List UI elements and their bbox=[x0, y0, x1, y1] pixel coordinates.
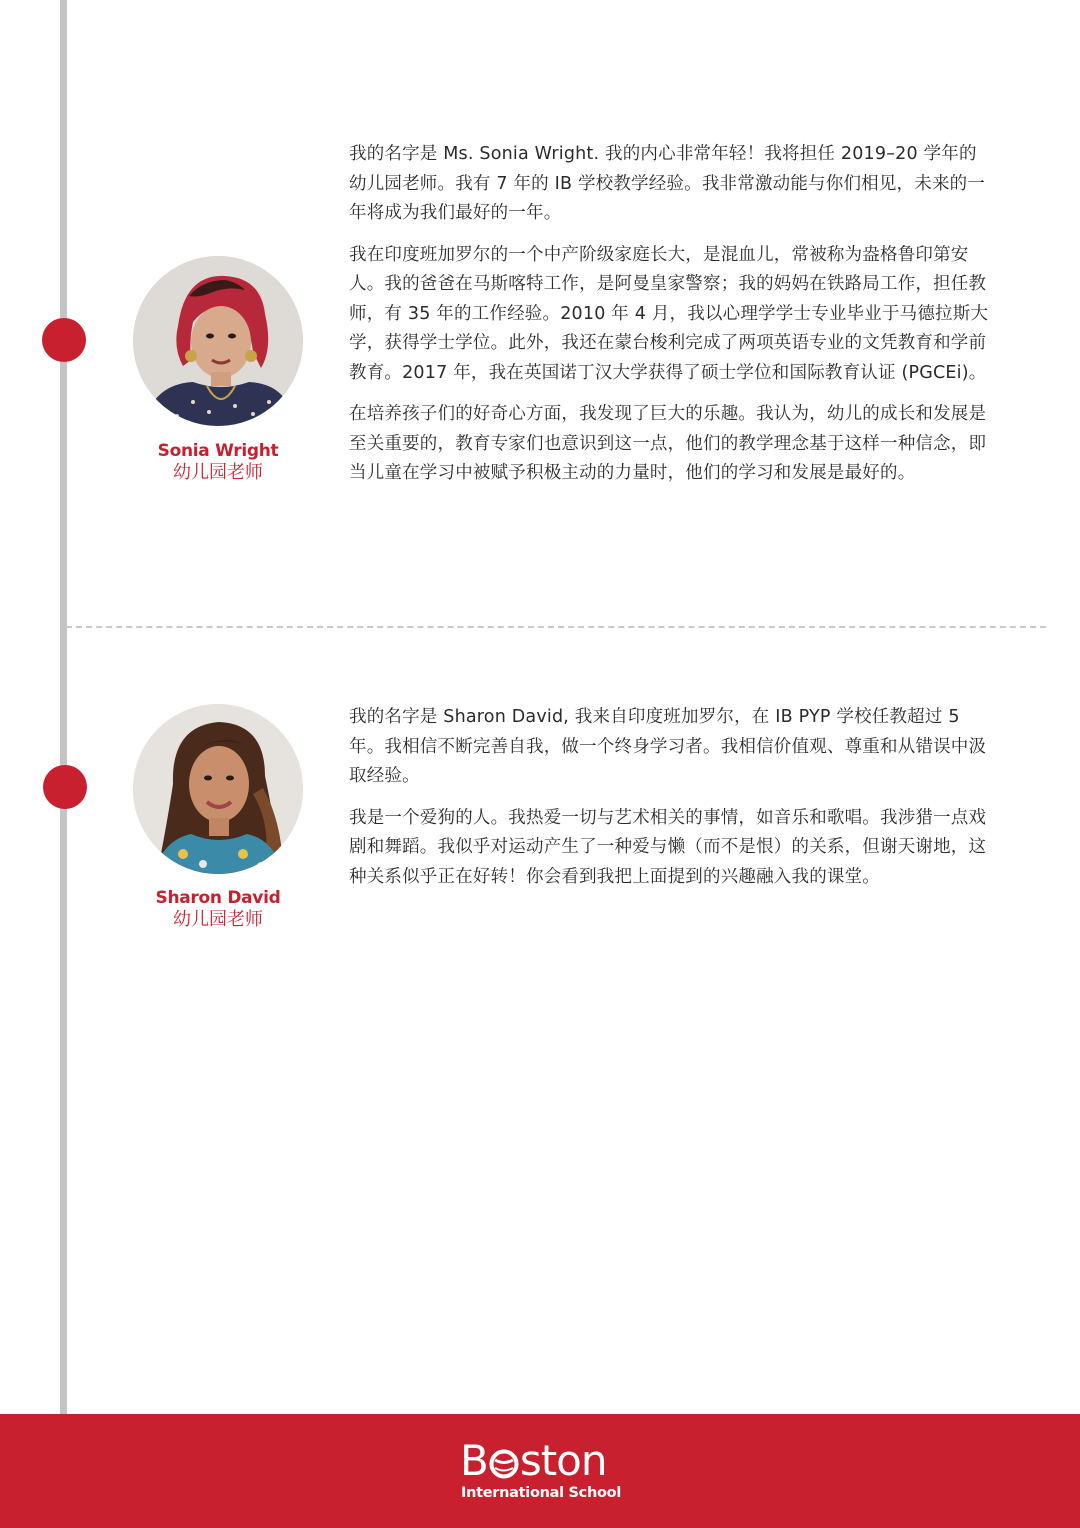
logo-letter: B bbox=[460, 1436, 488, 1485]
timeline-line bbox=[60, 0, 67, 1414]
teacher-name: Sonia Wright bbox=[157, 441, 279, 461]
teacher-name: Sharon David bbox=[155, 888, 281, 908]
teacher-caption bbox=[128, 887, 308, 931]
teacher-portrait bbox=[133, 704, 303, 874]
timeline-marker bbox=[42, 318, 86, 362]
logo-subtitle: International School bbox=[461, 1485, 621, 1501]
logo-wordmark bbox=[460, 1436, 607, 1486]
school-logo bbox=[458, 1436, 628, 1510]
teacher-portrait bbox=[133, 256, 303, 426]
timeline-marker bbox=[43, 765, 87, 809]
section-divider bbox=[66, 626, 1046, 628]
teacher-role: 幼儿园老师 bbox=[173, 462, 263, 483]
bio-paragraph: 我的名字是 Ms. Sonia Wright. 我的内心非常年轻！我将担任 2019–20 学年的幼儿园老师。我有 7 年的 IB 学校教学经验。我非常激动能与你们相见，未来的一年将成为我们最好的一年。 bbox=[349, 144, 986, 223]
bio-paragraph: 在培养孩子们的好奇心方面，我发现了巨大的乐趣。我认为，幼儿的成长和发展是至关重要的，教育专家们也意识到这一点，他们的教学理念基于这样一种信念，即当儿童在学习中被赋予积极主动的力量时，他们的学习和发展是最好的。 bbox=[349, 404, 987, 483]
teacher-bio bbox=[349, 703, 989, 904]
teacher-caption bbox=[128, 440, 308, 484]
teacher-bio bbox=[349, 140, 989, 501]
bio-paragraph: 我的名字是 Sharon David, 我来自印度班加罗尔，在 IB PYP 学校任教超过 5 年。我相信不断完善自我，做一个终身学习者。我相信价值观、尊重和从错误中汲取经验。 bbox=[349, 707, 987, 786]
teacher-role: 幼儿园老师 bbox=[173, 909, 263, 930]
ball-icon bbox=[489, 1449, 519, 1479]
logo-letters: ston bbox=[519, 1436, 607, 1485]
bio-paragraph: 我是一个爱狗的人。我热爱一切与艺术相关的事情，如音乐和歌唱。我涉猎一点戏剧和舞蹈。我似乎对运动产生了一种爱与懒（而不是恨）的关系，但谢天谢地，这种关系似乎正在好转！你会看到我把上面提到的兴趣融入我的课堂。 bbox=[349, 807, 987, 887]
bio-paragraph: 我在印度班加罗尔的一个中产阶级家庭长大，是混血儿，常被称为盎格鲁印第安人。我的爸爸在马斯喀特工作，是阿曼皇家警察；我的妈妈在铁路局工作，担任教师，有 35 年的工作经验。2010 年 4 月，我以心理学学士专业毕业于马德拉斯大学，获得学士学位。此外，我还在蒙台梭利完成了两项英语专业的文凭教育和学前教育。2017 年，我在英国诺丁汉大学获得了硕士学位和国际教育认证 (PGCEi)。 bbox=[349, 244, 989, 383]
